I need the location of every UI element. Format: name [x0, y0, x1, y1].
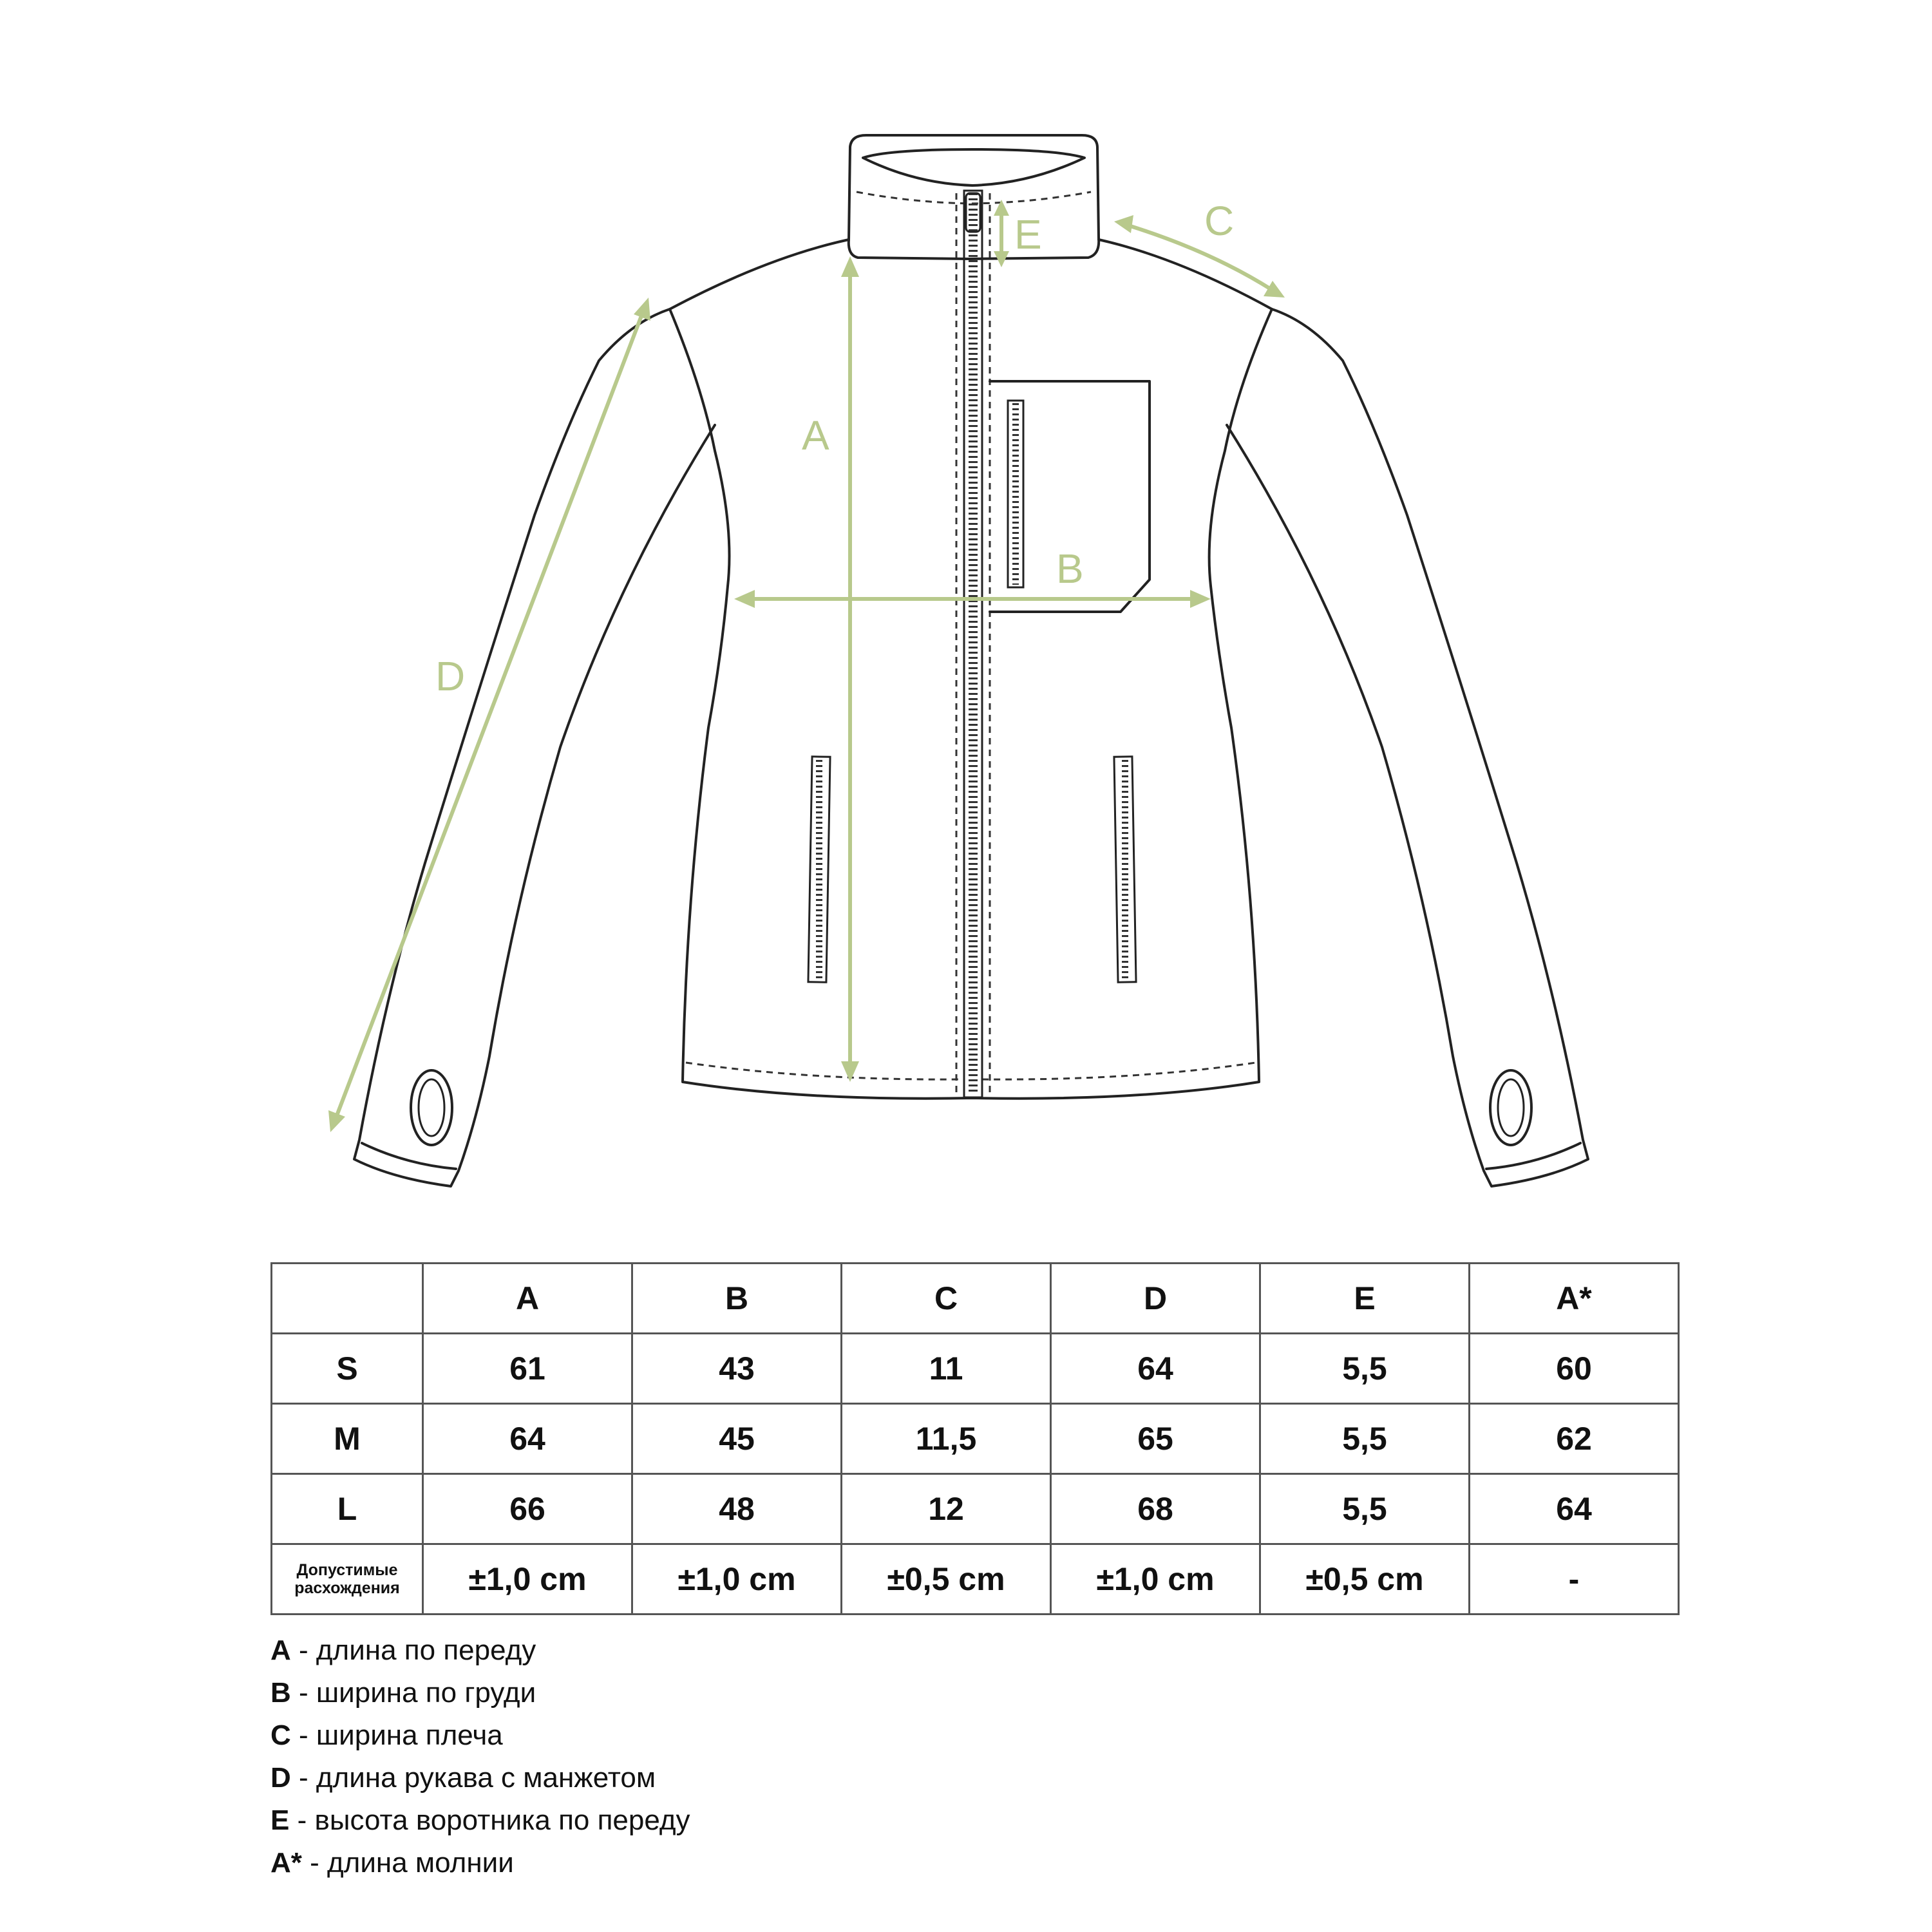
measure-b-arrow-left	[734, 590, 755, 608]
legend-text: - длина рукава с манжетом	[290, 1762, 656, 1794]
table-cell: 66	[423, 1474, 632, 1544]
measure-c-label: C	[1204, 198, 1235, 244]
table-cell: 5,5	[1260, 1474, 1470, 1544]
measure-c-line	[1128, 225, 1272, 290]
table-cell: 64	[423, 1404, 632, 1474]
table-row	[272, 1474, 1679, 1544]
table-header-cell: B	[632, 1264, 842, 1334]
legend-text: - ширина по груди	[290, 1677, 536, 1709]
tolerance-cell: ±0,5 cm	[842, 1544, 1051, 1615]
collar-inner-line	[863, 149, 1084, 185]
hem-stitch	[686, 1063, 963, 1079]
right-cuff-line	[1486, 1143, 1580, 1169]
legend-item	[270, 1714, 690, 1757]
table-cell: 61	[423, 1334, 632, 1404]
table-cell: 5,5	[1260, 1404, 1470, 1474]
measure-d-arrow-top	[634, 298, 650, 321]
table-row	[272, 1404, 1679, 1474]
table-cell: 48	[632, 1474, 842, 1544]
table-header-cell: C	[842, 1264, 1051, 1334]
left-thumbhole-inner	[419, 1079, 444, 1136]
measure-d-line	[335, 309, 644, 1121]
legend-text: - длина молнии	[301, 1847, 514, 1879]
table-row	[272, 1334, 1679, 1404]
table-cell: 11	[842, 1334, 1051, 1404]
legend-text: - ширина плеча	[290, 1719, 503, 1751]
legend-key: A*	[270, 1847, 302, 1879]
size-label: S	[272, 1334, 423, 1404]
right-thumbhole	[1490, 1070, 1531, 1145]
tolerance-row	[272, 1544, 1679, 1615]
legend-item	[270, 1842, 690, 1884]
legend-item	[270, 1629, 690, 1672]
table-header-cell	[272, 1264, 423, 1334]
measure-d-arrow-bottom	[328, 1110, 345, 1132]
measurement-legend	[270, 1629, 690, 1884]
legend-key: C	[270, 1719, 291, 1751]
table-header-cell: D	[1051, 1264, 1260, 1334]
table-header-cell: A*	[1470, 1264, 1679, 1334]
measure-b-label: B	[1056, 545, 1084, 592]
table-cell: 12	[842, 1474, 1051, 1544]
table-cell: 64	[1051, 1334, 1260, 1404]
tolerance-cell: ±1,0 cm	[423, 1544, 632, 1615]
tolerance-cell: ±1,0 cm	[632, 1544, 842, 1615]
legend-key: B	[270, 1677, 291, 1709]
measure-c-arrow-right	[1264, 281, 1285, 298]
table-cell: 45	[632, 1404, 842, 1474]
legend-item	[270, 1672, 690, 1714]
legend-key: A	[270, 1634, 291, 1666]
right-sleeve-outline	[1227, 309, 1588, 1186]
measure-a-label: A	[802, 412, 829, 459]
table-cell: 60	[1470, 1334, 1679, 1404]
table-header-cell: E	[1260, 1264, 1470, 1334]
measure-b-arrow-right	[1190, 590, 1211, 608]
tolerance-cell: ±0,5 cm	[1260, 1544, 1470, 1615]
table-cell: 5,5	[1260, 1334, 1470, 1404]
left-sleeve-outline	[354, 309, 715, 1186]
tolerance-cell: -	[1470, 1544, 1679, 1615]
left-cuff-line	[362, 1143, 456, 1169]
measure-a-arrow-bottom	[841, 1061, 859, 1082]
measure-e-label: E	[1014, 211, 1042, 258]
size-label: M	[272, 1404, 423, 1474]
table-cell: 64	[1470, 1474, 1679, 1544]
hem-stitch-right	[982, 1063, 1256, 1079]
legend-item	[270, 1757, 690, 1799]
legend-key: E	[270, 1804, 290, 1836]
measure-d-label: D	[435, 653, 466, 699]
table-cell: 43	[632, 1334, 842, 1404]
tolerance-label	[272, 1544, 423, 1615]
legend-item	[270, 1799, 690, 1842]
measure-a-arrow-top	[841, 256, 859, 277]
size-label: L	[272, 1474, 423, 1544]
left-thumbhole	[411, 1070, 452, 1145]
table-header-cell: A	[423, 1264, 632, 1334]
legend-key: D	[270, 1762, 291, 1794]
tolerance-cell: ±1,0 cm	[1051, 1544, 1260, 1615]
table-cell: 68	[1051, 1474, 1260, 1544]
table-cell: 62	[1470, 1404, 1679, 1474]
measure-c-arrow-left	[1114, 215, 1133, 233]
table-cell: 65	[1051, 1404, 1260, 1474]
right-thumbhole-inner	[1498, 1079, 1524, 1136]
tolerance-label-line2: расхождения	[294, 1579, 400, 1597]
size-table	[270, 1262, 1680, 1615]
legend-text: - высота воротника по переду	[289, 1804, 690, 1836]
table-cell: 11,5	[842, 1404, 1051, 1474]
tolerance-label-line1: Допустимые	[296, 1561, 398, 1579]
legend-text: - длина по переду	[290, 1634, 536, 1666]
table-header-row	[272, 1264, 1679, 1334]
